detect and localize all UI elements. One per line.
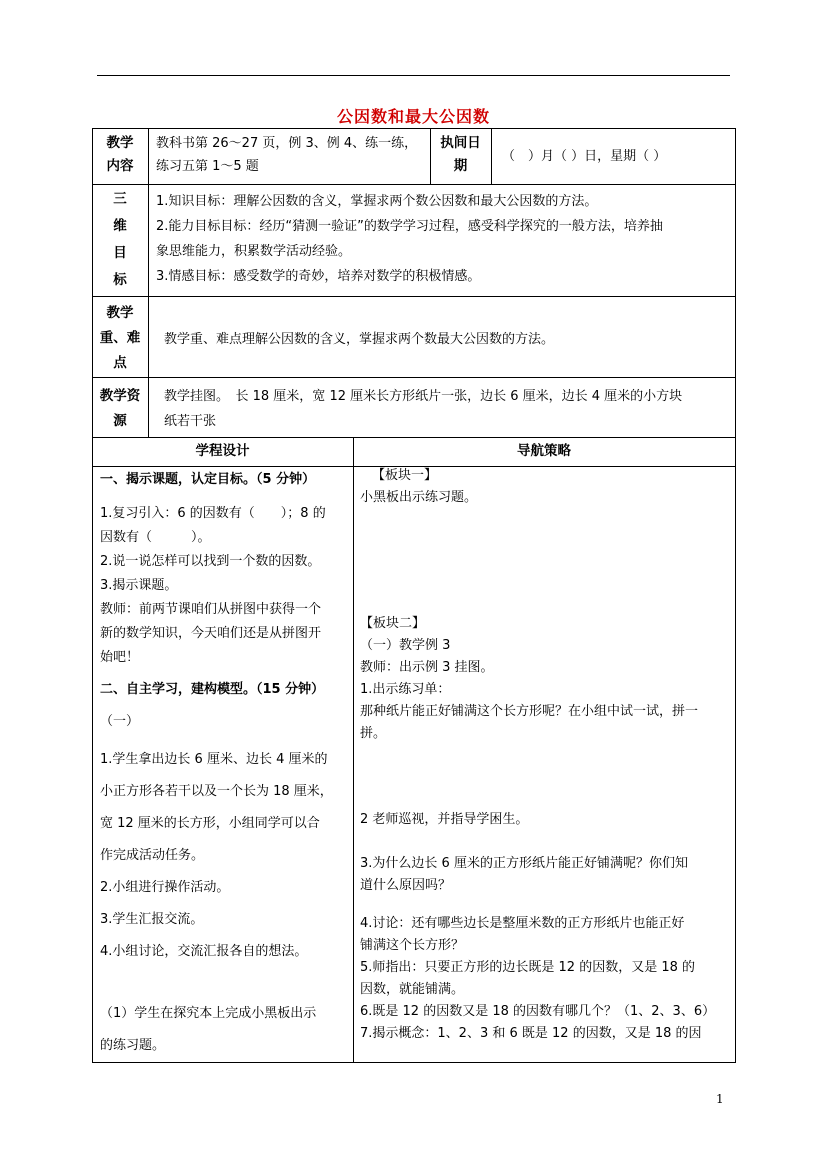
objective-line: 2.能力目标目标：经历“猜测一验证”的数学学习过程，感受科学探究的一般方法，培养抽 <box>156 219 663 234</box>
text-line: （1）学生在探究本上完成小黑板出示 <box>100 1006 317 1021</box>
row-sep <box>92 296 736 297</box>
text-line: 新的数学知识，今天咱们还是从拼图开 <box>100 626 322 641</box>
resources <box>164 384 732 434</box>
lesson-plan-table <box>92 128 736 1063</box>
text-line: 6.既是 12 的因数又是 18 的因数有哪几个？（1、2、3、6） <box>360 1004 716 1019</box>
section-title: 二、自主学习，建构模型。（15 分钟） <box>100 682 325 697</box>
text-line: 1.出示练习单： <box>360 682 451 697</box>
objectives <box>156 189 734 289</box>
text-line: 因数，就能铺满。 <box>360 982 465 997</box>
two-col-sep <box>353 437 354 1063</box>
text-line: 始吧！ <box>100 650 140 665</box>
label-line: 点 <box>113 355 127 371</box>
label-char: 维 <box>113 218 127 234</box>
text-line: 4.小组讨论，交流汇报各自的想法。 <box>100 944 308 959</box>
row-sep <box>92 184 736 185</box>
key-points-label <box>92 301 148 376</box>
text-line: 7.揭示概念：1、2、3 和 6 既是 12 的因数，又是 18 的因 <box>360 1026 702 1041</box>
label-char: 三 <box>113 191 127 207</box>
page-number: 1 <box>716 1092 724 1106</box>
label-line: 执间日 <box>440 135 481 151</box>
text-line: 作完成活动任务。 <box>100 848 205 863</box>
guidance-strategy <box>360 465 732 1045</box>
text-line: 道什么原因吗？ <box>360 878 452 893</box>
label-line: 教学资 <box>99 388 141 404</box>
row-sep <box>92 437 736 438</box>
right-column-header: 导航策略 <box>517 443 571 459</box>
table-border-right <box>735 128 736 1063</box>
text-line: 1.复习引入：6 的因数有（ ）；8 的 <box>100 506 326 521</box>
section-title: 一、揭示课题，认定目标。（5 分钟） <box>100 472 316 487</box>
text-line: 教师：前两节课咱们从拼图中获得一个 <box>100 602 322 617</box>
resources-line: 教学挂图。 长 18 厘米，宽 12 厘米长方形纸片一张，边长 6 厘米，边长 4 厘米的小方块 <box>164 389 683 404</box>
exec-date-label <box>430 132 491 178</box>
header-rule <box>97 75 730 76</box>
text-line: 3.学生汇报交流。 <box>100 912 204 927</box>
label-line: 源 <box>113 413 127 429</box>
text-line: 3.揭示课题。 <box>100 578 178 593</box>
objective-line: 象思维能力，积累数学活动经验。 <box>156 244 352 259</box>
text-block <box>100 998 350 1062</box>
left-column-header: 学程设计 <box>195 443 250 459</box>
text-line: 教师：出示例 3 挂图。 <box>360 660 494 675</box>
text-line: 2.说一说怎样可以找到一个数的因数。 <box>100 554 321 569</box>
objective-line: 3.情感目标：感受数学的奇妙，培养对数学的积极情感。 <box>156 269 481 284</box>
text-line: 5.师指出：只要正方形的边长既是 12 的因数，又是 18 的 <box>360 960 696 975</box>
objective-line: 1.知识目标：理解公因数的含义，掌握求两个数公因数和最大公因数的方法。 <box>156 194 598 209</box>
text-line: 2 老师巡视，并指导学困生。 <box>360 812 529 827</box>
text-line: 因数有（ ）。 <box>100 530 211 545</box>
label-line: 教学 <box>106 135 134 151</box>
text-line: 拼。 <box>360 726 387 741</box>
text-line: 那种纸片能正好铺满这个长方形呢？在小组中试一试，拼一 <box>360 704 699 719</box>
resources-line: 纸若干张 <box>164 414 217 429</box>
text-line: 的练习题。 <box>100 1038 166 1053</box>
text-line: 3.为什么边长 6 厘米的正方形纸片能正好铺满呢？你们知 <box>360 856 688 871</box>
label-char: 标 <box>113 272 127 288</box>
label-line: 内容 <box>106 158 134 174</box>
text-line: 小黑板出示练习题。 <box>360 490 478 505</box>
text-line: （一）教学例 3 <box>360 638 451 653</box>
text-line: 小正方形各若干以及一个长为 18 厘米， <box>100 784 333 799</box>
teaching-content-label <box>92 132 148 178</box>
text-line: （一） <box>100 714 140 729</box>
text-line: 铺满这个长方形？ <box>360 938 465 953</box>
label-line: 重、难 <box>99 330 141 346</box>
key-points: 教学重、难点理解公因数的含义，掌握求两个数最大公因数的方法。 <box>164 332 555 347</box>
table-border-top <box>92 128 736 129</box>
text-block <box>100 744 350 968</box>
label-char: 目 <box>113 245 127 261</box>
objectives-label <box>92 186 148 294</box>
text-line: 1.学生拿出边长 6 厘米、边长 4 厘米的 <box>100 752 328 767</box>
text-line: 4.讨论：还有哪些边长是整厘米数的正方形纸片也能正好 <box>360 916 685 931</box>
label-col-sep <box>148 128 149 437</box>
label-line: 期 <box>453 158 468 174</box>
content-line: 教科书第 26～27 页，例 3、例 4、练一练， <box>156 136 418 151</box>
row-sep <box>92 377 736 378</box>
text-line: 2.小组进行操作活动。 <box>100 880 230 895</box>
text-line: 宽 12 厘米的长方形，小组同学可以合 <box>100 816 320 831</box>
block-title: 【板块二】 <box>360 616 426 631</box>
exec-col-sep <box>491 128 492 184</box>
content-line: 练习五第 1～5 题 <box>156 159 259 174</box>
block-title: 【板块一】 <box>372 468 438 483</box>
page-title: 公因数和最大公因数 <box>336 107 490 126</box>
teaching-content <box>156 132 428 178</box>
learning-design <box>100 468 350 1062</box>
label-line: 教学 <box>106 305 134 321</box>
table-border-bottom <box>92 1062 736 1063</box>
exec-date: （ ）月（ ）日，星期（ ） <box>502 149 667 164</box>
resources-label <box>92 384 148 434</box>
